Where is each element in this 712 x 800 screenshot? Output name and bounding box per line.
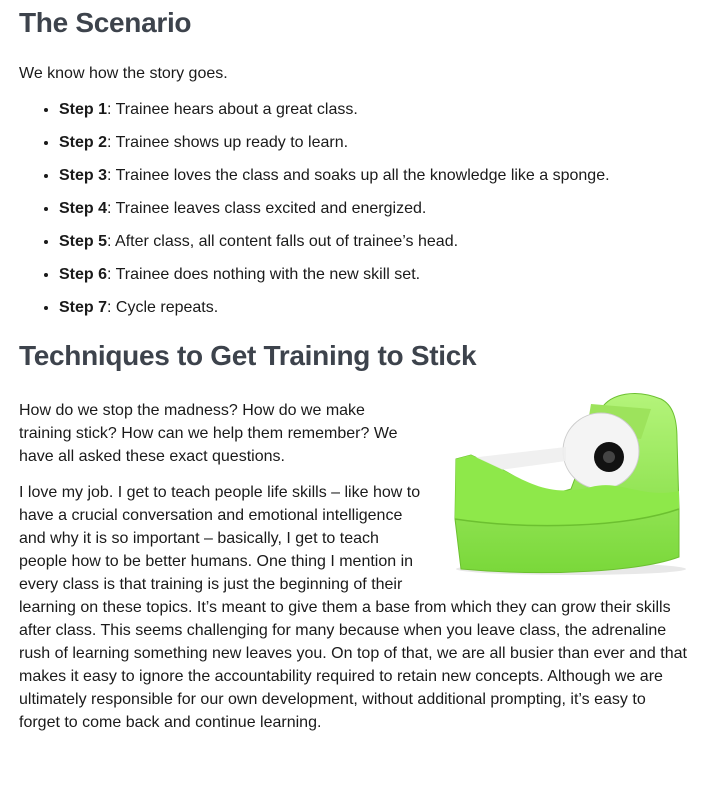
- step-label: Step 2: [59, 134, 108, 151]
- step-label: Step 3: [59, 167, 108, 184]
- step-label: Step 5: [59, 233, 108, 250]
- step-text: : Cycle repeats.: [107, 299, 219, 316]
- paragraph-questions: How do we stop the madness? How do we make training stick? How can we help them remember? We have all asked these exact questions.: [19, 402, 398, 465]
- tape-dispenser-image: [441, 379, 691, 579]
- list-item: [59, 297, 691, 319]
- step-text: : Trainee does nothing with the new skill set.: [107, 266, 421, 283]
- step-text: : Trainee leaves class excited and energized.: [107, 200, 427, 217]
- list-item: [59, 264, 691, 286]
- section-heading-scenario: The Scenario: [19, 7, 192, 38]
- step-label: Step 6: [59, 266, 108, 283]
- step-label: Step 4: [59, 200, 108, 217]
- list-item: [59, 99, 691, 121]
- step-label: Step 1: [59, 101, 108, 118]
- step-text: : Trainee shows up ready to learn.: [107, 134, 349, 151]
- list-item: [59, 198, 691, 220]
- steps-list: [19, 99, 691, 319]
- list-item: [59, 165, 691, 187]
- list-item: [59, 132, 691, 154]
- step-text: : Trainee loves the class and soaks up all the knowledge like a sponge.: [107, 167, 610, 184]
- list-item: [59, 231, 691, 253]
- section-heading-techniques: Techniques to Get Training to Stick: [19, 340, 477, 371]
- article: [19, 0, 691, 734]
- intro-paragraph: We know how the story goes.: [19, 65, 228, 82]
- paragraph-job: I love my job. I get to teach people life skills – like how to have a crucial conversation and emotional intelligence and why it is so important – basically, I get to teach people how to be better humans. One thing I mention in every class is that training is just the beginning of their learning on these topics. It’s meant to give them a base from which they can grow their skills after class. This seems challenging for many because when you leave class, the adrenaline rush of learning something new leaves you. On top of that, we are all busier than ever and that makes it easy to ignore the accountability required to retain new concepts. Although we are ultimately responsible for our own development, without additional prompting, it’s easy to forget to come back and continue learning.: [19, 484, 687, 731]
- step-text: : After class, all content falls out of trainee’s head.: [107, 233, 459, 250]
- step-text: : Trainee hears about a great class.: [107, 101, 358, 118]
- step-label: Step 7: [59, 299, 108, 316]
